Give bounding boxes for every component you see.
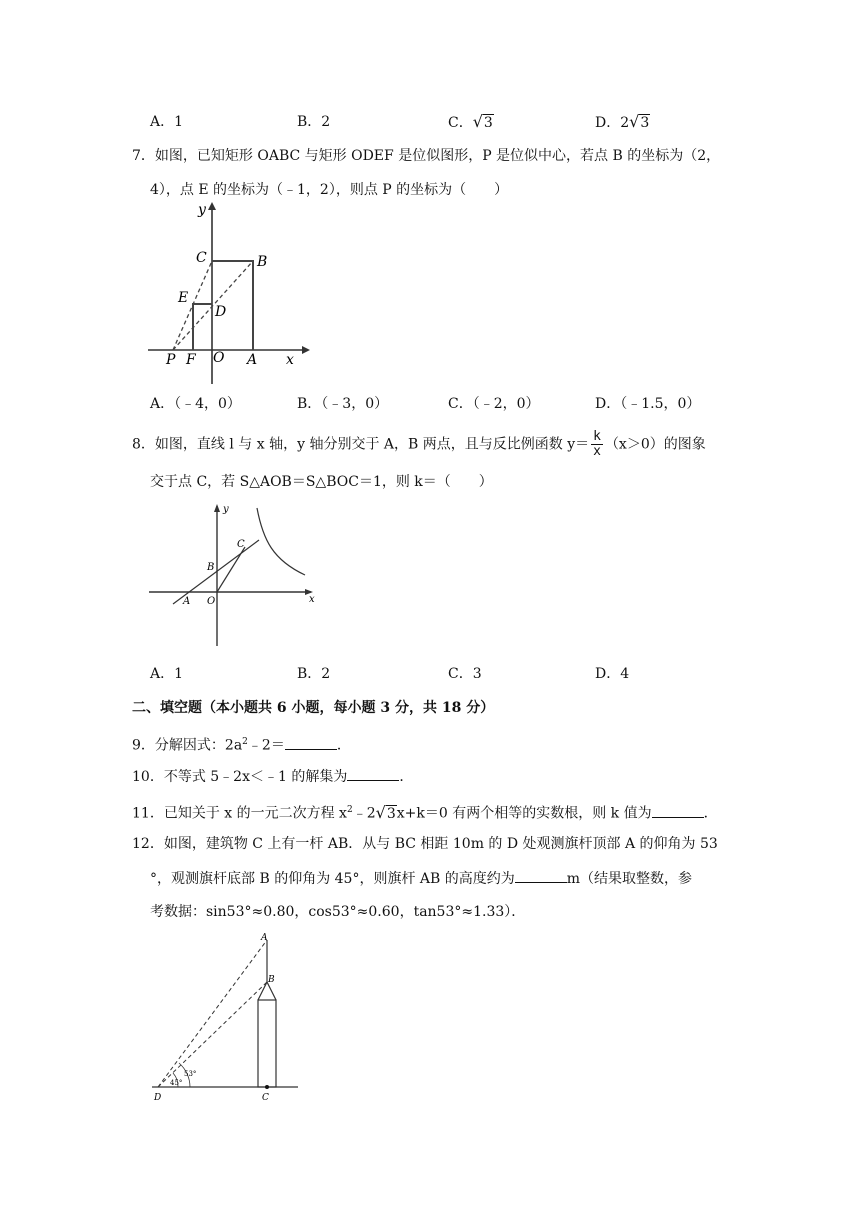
q11-line: 11．已知关于 x 的一元二次方程 $x^2﹣2√3x+k=0$ 有两个相等的实数根，则 k 值为 ． [132,802,718,822]
q6-option-b: B．2 [297,114,331,130]
label-a: A [183,596,191,607]
label-f: F [186,352,196,368]
q6-option-a: A．1 [150,114,184,130]
label-b: B [257,254,268,270]
sight-line-a [158,940,267,1087]
q8-option-c: C．3 [448,666,482,682]
label-o: O [207,596,216,607]
q7-line2: 4），点 E 的坐标为（﹣1，2），则点 P 的坐标为（ ） [150,182,509,198]
section-2-title: 二、填空题（本小题共 6 小题，每小题 3 分，共 18 分） [132,700,495,716]
answer-blank[interactable] [652,803,704,818]
y-axis-arrow [208,202,216,210]
q12-line1: 12．如图，建筑物 C 上有一杆 AB．从与 BC 相距 10m 的 D 处观测旗杆顶部 A 的仰角为 53 [132,836,718,852]
label-y: y [198,202,206,218]
label-b: B [207,562,215,573]
q7-option-d: D．（﹣1.5，0） [595,396,701,412]
q12-line2: °，观测旗杆底部 B 的仰角为 45°，则旗杆 AB 的高度约为 m（结果取整数，参 [150,868,692,889]
q8-line2: 交于点 C，若 S△AOB＝S△BOC＝1，则 k＝（ ） [150,474,493,490]
fraction-k-over-x: $\frac{k}{x}$ [593,429,601,459]
label-y: y [223,504,229,515]
q8-option-a: A．1 [150,666,184,682]
line-l [173,540,259,604]
label-a: A [247,352,258,368]
label-a: A [261,933,268,943]
label-d: D [215,304,227,320]
label-angle-45: 45° [170,1079,183,1087]
label-c: C [237,539,245,550]
label-c: C [262,1093,269,1103]
label-x: x [309,594,315,605]
label-p: P [166,352,176,368]
segment-oc [217,547,245,592]
q8-line1: 8．如图，直线 l 与 x 轴，y 轴分别交于 A，B 两点，且与反比例函数 y＝ $\frac{k}{x}$ （x＞0）的图象 [132,429,706,459]
label-angle-53: 53° [184,1070,197,1078]
sqrt-symbol: √3 [375,802,396,822]
q8-option-b: B．2 [297,666,331,682]
sqrt-symbol: √3 [629,112,650,131]
q7-option-b: B．（﹣3，0） [297,396,389,412]
label-b: B [268,975,275,985]
q12-figure [148,930,308,1106]
sight-line-b [158,982,267,1087]
label-c: C [196,250,207,266]
q7-option-a: A．（﹣4，0） [150,396,241,412]
x-axis-arrow [302,346,310,354]
q8-option-d: D．4 [595,666,630,682]
q7-option-c: C．（﹣2，0） [448,396,540,412]
q10-line: 10．不等式 5﹣2x＜﹣1 的解集为 ． [132,766,413,787]
answer-blank[interactable] [347,766,399,781]
q7-line1: 7．如图，已知矩形 OABC 与矩形 ODEF 是位似图形，P 是位似中心，若点 B 的坐标为（2， [132,148,721,164]
q6-option-d: D．2√3 [595,112,650,131]
q9-line: 9．分解因式：$2a^2﹣2=$ ． [132,732,351,756]
label-x: x [286,352,294,368]
q7-figure [140,198,310,388]
label-d: D [154,1093,162,1103]
sqrt-symbol: √3 [472,112,493,131]
point-c [265,1085,269,1089]
building [258,1000,276,1087]
y-axis-arrow [214,504,220,512]
q12-line3: 考数据：sin53°≈0.80，cos53°≈0.60，tan53°≈1.33）． [150,904,526,920]
answer-blank[interactable] [285,735,337,750]
q6-option-c: C．√3 [448,112,493,131]
label-e: E [178,290,189,306]
hyperbola-curve [257,508,305,575]
q8-figure [145,500,325,650]
rect-odef [193,304,212,350]
label-o: O [213,350,225,366]
answer-blank[interactable] [515,868,567,883]
